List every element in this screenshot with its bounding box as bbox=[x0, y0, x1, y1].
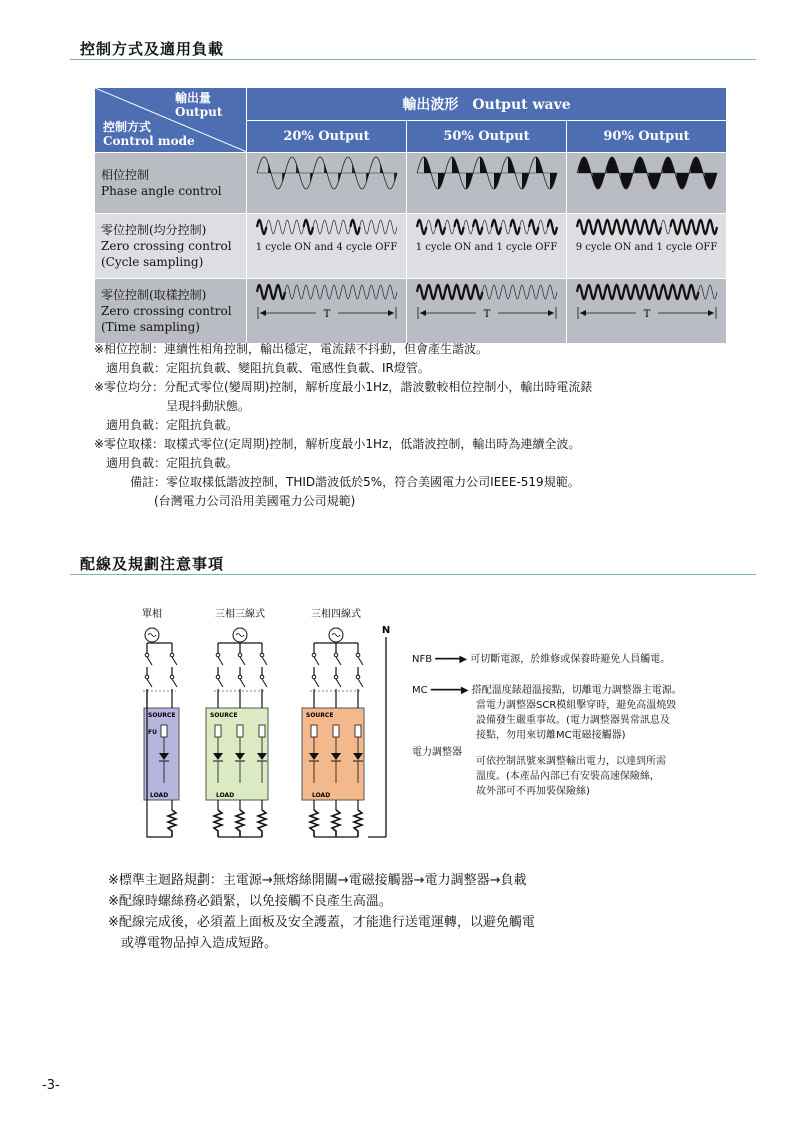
wave-phase-50 bbox=[407, 153, 567, 214]
cycle-wave-90 bbox=[572, 214, 722, 240]
off-cycle bbox=[501, 220, 510, 234]
off-cycle bbox=[445, 220, 454, 234]
note-line: (台灣電力公司沿用美國電力公司規範) bbox=[94, 494, 356, 508]
wave-cycle-90 bbox=[567, 214, 727, 279]
on-cycle bbox=[633, 220, 642, 234]
conduction-area bbox=[366, 173, 369, 182]
on-cycle bbox=[623, 220, 632, 234]
section-title-wiring: 配線及規劃注意事項 bbox=[80, 555, 225, 573]
legend-mc bbox=[412, 683, 682, 743]
nfb-switch bbox=[336, 657, 341, 665]
on-cycle bbox=[266, 285, 275, 299]
mode-label bbox=[103, 120, 195, 148]
off-cycle bbox=[322, 220, 331, 234]
note-line: ※相位控制：連續性相角控制，輸出穩定，電流錶不抖動，但會產生諧波。 bbox=[94, 342, 489, 356]
on-cycle bbox=[275, 285, 284, 299]
conduction-area bbox=[690, 157, 703, 173]
cycle-caption-90: 9 cycle ON and 1 cycle OFF bbox=[575, 242, 718, 253]
conduction-area bbox=[536, 157, 543, 173]
legend-regulator-text: 故外部可不再加裝保險絲) bbox=[476, 786, 590, 797]
note-line: 適用負載：定阻抗負載。 bbox=[94, 418, 239, 432]
row-label-line: Phase angle control bbox=[101, 184, 222, 198]
conduction-area bbox=[452, 157, 459, 173]
off-cycle bbox=[538, 220, 547, 234]
off-cycle bbox=[303, 285, 312, 299]
off-cycle bbox=[341, 220, 350, 234]
wave-phase-90 bbox=[567, 153, 727, 214]
on-cycle bbox=[435, 285, 444, 299]
on-cycle bbox=[670, 285, 679, 299]
row-label-line: 相位控制 bbox=[101, 168, 150, 182]
row-label-line: 零位控制(均分控制) bbox=[101, 223, 207, 237]
label-single-phase: 單相 bbox=[142, 609, 162, 620]
nfb-switch bbox=[358, 657, 363, 665]
on-cycle bbox=[661, 285, 670, 299]
on-cycle bbox=[454, 220, 463, 234]
on-cycle bbox=[642, 285, 651, 299]
off-cycle bbox=[313, 220, 322, 234]
switch-contact bbox=[216, 675, 220, 679]
load-label: LOAD bbox=[312, 792, 331, 799]
off-cycle bbox=[387, 220, 396, 234]
on-cycle bbox=[463, 285, 472, 299]
off-cycle bbox=[285, 285, 294, 299]
conduction-area bbox=[550, 173, 557, 189]
source-label: SOURCE bbox=[306, 712, 334, 719]
arrowhead bbox=[580, 310, 586, 316]
phase-wave-50 bbox=[412, 153, 562, 193]
off-cycle bbox=[369, 285, 378, 299]
conduction-area bbox=[438, 173, 445, 189]
legend-nfb-text: 可切斷電源，於維修或保養時避免人員觸電。 bbox=[470, 654, 671, 665]
on-cycle bbox=[257, 220, 266, 234]
switch-contact bbox=[216, 653, 220, 657]
on-cycle bbox=[417, 285, 426, 299]
off-cycle bbox=[359, 220, 368, 234]
conduction-area bbox=[522, 173, 529, 189]
on-cycle bbox=[689, 285, 698, 299]
wiring-diagram bbox=[120, 605, 390, 845]
legend-mc-text: 設備發生嚴重事故。(電力調整器異常訊息及 bbox=[476, 715, 670, 726]
conduction-area bbox=[648, 173, 661, 189]
source-label: SOURCE bbox=[148, 712, 176, 719]
legend-mc-text: 接點，勿用來切離MC電磁接觸器) bbox=[476, 730, 626, 741]
section-title-control-mode: 控制方式及適用負載 bbox=[80, 40, 225, 58]
conduction-area bbox=[324, 164, 327, 173]
rule-line: ※標準主迴路規劃：主電源→無熔絲開關→電磁接觸器→電力調整器→負載 bbox=[108, 873, 527, 888]
load-resistor-icon bbox=[310, 810, 318, 837]
on-cycle bbox=[303, 220, 312, 234]
legend-regulator-key: 電力調整器 bbox=[412, 747, 462, 758]
on-cycle bbox=[435, 220, 444, 234]
on-cycle bbox=[707, 220, 716, 234]
control-mode-table bbox=[94, 87, 727, 344]
off-cycle bbox=[707, 285, 716, 299]
switch-contact bbox=[238, 675, 242, 679]
column-header-50: 50% Output bbox=[407, 121, 567, 153]
off-cycle bbox=[698, 285, 707, 299]
off-cycle bbox=[519, 220, 528, 234]
arrowhead bbox=[260, 310, 266, 316]
load-resistor-icon bbox=[168, 810, 176, 837]
note-line: 呈現抖動狀態。 bbox=[94, 399, 251, 413]
conduction-area bbox=[466, 173, 473, 189]
on-cycle bbox=[614, 220, 623, 234]
on-cycle bbox=[642, 220, 651, 234]
switch-contact bbox=[356, 653, 360, 657]
conduction-area bbox=[310, 173, 313, 182]
off-cycle bbox=[501, 285, 510, 299]
off-cycle bbox=[378, 285, 387, 299]
on-cycle bbox=[547, 220, 556, 234]
note-line: ※零位均分：分配式零位(變周期)控制，解析度最小1Hz，諧波數較相位控制小，輸出時電流錶 bbox=[94, 380, 593, 394]
on-cycle bbox=[510, 220, 519, 234]
conduction-area bbox=[592, 173, 605, 189]
on-cycle bbox=[623, 285, 632, 299]
legend-regulator bbox=[412, 745, 666, 799]
on-cycle bbox=[473, 220, 482, 234]
fuse-icon bbox=[161, 725, 167, 737]
conduction-area bbox=[578, 157, 591, 173]
cycle-caption-50: 1 cycle ON and 1 cycle OFF bbox=[415, 242, 558, 253]
off-cycle bbox=[322, 285, 331, 299]
off-cycle bbox=[331, 220, 340, 234]
conduction-area bbox=[424, 157, 431, 173]
on-cycle bbox=[605, 220, 614, 234]
conduction-area bbox=[480, 157, 487, 173]
switch-contact bbox=[145, 653, 149, 657]
off-cycle bbox=[426, 220, 435, 234]
note-line: 適用負載：定阻抗負載、變阻抗負載、電感性負載、IR燈管。 bbox=[94, 361, 430, 375]
label-three-phase-four-wire: 三相四線式 bbox=[311, 609, 361, 620]
conduction-area bbox=[394, 173, 397, 182]
switch-contact bbox=[334, 675, 338, 679]
on-cycle bbox=[670, 220, 679, 234]
on-cycle bbox=[586, 285, 595, 299]
mode-label-en: Control mode bbox=[103, 134, 195, 148]
row-label-line: (Cycle sampling) bbox=[101, 255, 204, 269]
on-cycle bbox=[651, 220, 660, 234]
arrow-right-icon: ━━━━━▶ bbox=[430, 685, 469, 696]
fuse-label: FU bbox=[148, 729, 157, 736]
on-cycle bbox=[614, 285, 623, 299]
mc-contact bbox=[336, 679, 341, 687]
table-corner-header bbox=[95, 88, 247, 153]
off-cycle bbox=[547, 285, 556, 299]
off-cycle bbox=[482, 220, 491, 234]
conduction-area bbox=[282, 173, 285, 182]
phase-wave-20 bbox=[252, 153, 402, 193]
off-cycle bbox=[266, 220, 275, 234]
conduction-area bbox=[508, 157, 515, 173]
conduction-area bbox=[494, 173, 501, 189]
source-label: SOURCE bbox=[210, 712, 238, 719]
conduction-area bbox=[620, 173, 633, 189]
row-label-line: 零位控制(取樣控制) bbox=[101, 288, 207, 302]
off-cycle bbox=[350, 285, 359, 299]
switch-contact bbox=[312, 653, 316, 657]
on-cycle bbox=[679, 220, 688, 234]
off-cycle bbox=[387, 285, 396, 299]
fuse-icon bbox=[355, 725, 361, 737]
label-three-phase-three-wire: 三相三線式 bbox=[215, 609, 265, 620]
arrowhead bbox=[708, 310, 714, 316]
load-resistor-icon bbox=[354, 810, 362, 837]
row-label-cycle bbox=[95, 214, 247, 279]
on-cycle bbox=[529, 220, 538, 234]
cycle-wave-50 bbox=[412, 214, 562, 240]
switch-contact bbox=[170, 653, 174, 657]
off-cycle bbox=[285, 220, 294, 234]
switch-contact bbox=[356, 675, 360, 679]
switch-contact bbox=[145, 675, 149, 679]
load-label: LOAD bbox=[150, 792, 169, 799]
switch-contact bbox=[170, 675, 174, 679]
column-header-20: 20% Output bbox=[247, 121, 407, 153]
legend-nfb-key: NFB bbox=[412, 654, 433, 665]
on-cycle bbox=[679, 285, 688, 299]
on-cycle bbox=[605, 285, 614, 299]
legend-regulator-text: 溫度。(本產品內部已有安裝高速保險絲， bbox=[476, 771, 660, 782]
on-cycle bbox=[491, 220, 500, 234]
rule-line: ※配線時螺絲務必鎖緊，以免接觸不良產生高溫。 bbox=[108, 894, 392, 909]
time-period-arrow-50 bbox=[412, 305, 562, 321]
load-resistor-icon bbox=[332, 810, 340, 837]
on-cycle bbox=[350, 220, 359, 234]
conduction-area bbox=[634, 157, 647, 173]
nfb-switch bbox=[172, 657, 177, 665]
neutral-label: N bbox=[381, 625, 390, 636]
on-cycle bbox=[257, 285, 266, 299]
off-cycle bbox=[378, 220, 387, 234]
switch-contact bbox=[260, 653, 264, 657]
time-period-label: T bbox=[483, 309, 490, 320]
conduction-area bbox=[296, 164, 299, 173]
on-cycle bbox=[577, 285, 586, 299]
cycle-wave-20 bbox=[252, 214, 402, 240]
on-cycle bbox=[633, 285, 642, 299]
off-cycle bbox=[491, 285, 500, 299]
conduction-area bbox=[352, 164, 355, 173]
time-wave-20 bbox=[252, 279, 402, 305]
output-label-zh: 輸出量 bbox=[175, 91, 212, 105]
column-header-90: 90% Output bbox=[567, 121, 727, 153]
mc-contact bbox=[240, 679, 245, 687]
fuse-icon bbox=[259, 725, 265, 737]
on-cycle bbox=[473, 285, 482, 299]
load-resistor-icon bbox=[236, 810, 244, 837]
arrow-right-icon: ━━━━▶ bbox=[435, 654, 468, 665]
on-cycle bbox=[586, 220, 595, 234]
page-number: -3- bbox=[42, 1078, 60, 1093]
on-cycle bbox=[595, 220, 604, 234]
mc-contact bbox=[358, 679, 363, 687]
conduction-area bbox=[338, 173, 341, 182]
off-cycle bbox=[275, 220, 284, 234]
off-cycle bbox=[482, 285, 491, 299]
legend-regulator-text: 可依控制訊號來調整輸出電力，以達到所需 bbox=[476, 756, 666, 767]
row-label-line: Zero crossing control bbox=[101, 239, 232, 253]
legend-mc-key: MC bbox=[412, 685, 428, 696]
conduction-area bbox=[380, 164, 383, 173]
off-cycle bbox=[510, 285, 519, 299]
on-cycle bbox=[689, 220, 698, 234]
row-label-line: (Time sampling) bbox=[101, 320, 200, 334]
control-notes bbox=[94, 340, 592, 511]
mode-label-zh: 控制方式 bbox=[103, 120, 152, 134]
legend-nfb bbox=[412, 652, 670, 667]
note-line: 備註：零位取樣低諧波控制，THID諧波低於5%，符合美國電力公司IEEE-519規範。 bbox=[94, 475, 580, 489]
time-period-label: T bbox=[643, 309, 650, 320]
off-cycle bbox=[294, 220, 303, 234]
wave-header: 輸出波形 Output wave bbox=[247, 88, 727, 121]
conduction-area bbox=[676, 173, 689, 189]
load-resistor-icon bbox=[214, 810, 222, 837]
off-cycle bbox=[313, 285, 322, 299]
on-cycle bbox=[426, 285, 435, 299]
wave-cycle-50 bbox=[407, 214, 567, 279]
fuse-icon bbox=[311, 725, 317, 737]
mc-contact bbox=[147, 679, 152, 687]
row-label-phase bbox=[95, 153, 247, 214]
rule-line: 或導電物品掉入造成短路。 bbox=[108, 936, 278, 951]
fuse-icon bbox=[333, 725, 339, 737]
off-cycle bbox=[359, 285, 368, 299]
cycle-caption-20: 1 cycle ON and 4 cycle OFF bbox=[255, 242, 398, 253]
arrowhead bbox=[548, 310, 554, 316]
switch-contact bbox=[334, 653, 338, 657]
wiring-rules bbox=[108, 870, 535, 954]
off-cycle bbox=[661, 220, 670, 234]
legend-mc-text: 當電力調整器SCR模組擊穿時，避免高溫燒毀 bbox=[476, 700, 677, 711]
row-label-line: Zero crossing control bbox=[101, 304, 232, 318]
wave-time-50 bbox=[407, 279, 567, 344]
on-cycle bbox=[417, 220, 426, 234]
off-cycle bbox=[538, 285, 547, 299]
arrowhead bbox=[420, 310, 426, 316]
on-cycle bbox=[445, 285, 454, 299]
wave-phase-20 bbox=[247, 153, 407, 214]
load-resistor-icon bbox=[258, 810, 266, 837]
mc-contact bbox=[172, 679, 177, 687]
wave-time-20 bbox=[247, 279, 407, 344]
time-period-arrow-90 bbox=[572, 305, 722, 321]
mc-contact bbox=[314, 679, 319, 687]
switch-contact bbox=[238, 653, 242, 657]
conduction-area bbox=[268, 164, 271, 173]
time-period-label: T bbox=[323, 309, 330, 320]
nfb-switch bbox=[147, 657, 152, 665]
wave-cycle-20 bbox=[247, 214, 407, 279]
legend-mc-text: 搭配溫度錶超溫接點，切離電力調整器主電源。 bbox=[471, 685, 682, 696]
conduction-area bbox=[606, 157, 619, 173]
time-period-arrow-20 bbox=[252, 305, 402, 321]
nfb-switch bbox=[240, 657, 245, 665]
nfb-switch bbox=[314, 657, 319, 665]
switch-contact bbox=[260, 675, 264, 679]
time-wave-50 bbox=[412, 279, 562, 305]
on-cycle bbox=[651, 285, 660, 299]
on-cycle bbox=[577, 220, 586, 234]
note-line: 適用負載：定阻抗負載。 bbox=[94, 456, 239, 470]
on-cycle bbox=[698, 220, 707, 234]
fuse-icon bbox=[215, 725, 221, 737]
on-cycle bbox=[454, 285, 463, 299]
mc-contact bbox=[262, 679, 267, 687]
conduction-area bbox=[662, 157, 675, 173]
off-cycle bbox=[331, 285, 340, 299]
off-cycle bbox=[463, 220, 472, 234]
section-rule bbox=[70, 574, 756, 575]
nfb-switch bbox=[262, 657, 267, 665]
arrowhead bbox=[388, 310, 394, 316]
row-label-time bbox=[95, 279, 247, 344]
off-cycle bbox=[529, 285, 538, 299]
phase-wave-90 bbox=[572, 153, 722, 193]
on-cycle bbox=[595, 285, 604, 299]
output-label-en: Output bbox=[175, 105, 223, 119]
mc-contact bbox=[218, 679, 223, 687]
rule-line: ※配線完成後，必須蓋上面板及安全護蓋，才能進行送電運轉，以避免觸電 bbox=[108, 915, 535, 930]
switch-contact bbox=[312, 675, 316, 679]
output-label bbox=[175, 91, 222, 119]
off-cycle bbox=[519, 285, 528, 299]
section-rule bbox=[70, 59, 756, 60]
conduction-area bbox=[704, 173, 717, 189]
time-wave-90 bbox=[572, 279, 722, 305]
load-label: LOAD bbox=[216, 792, 235, 799]
off-cycle bbox=[369, 220, 378, 234]
off-cycle bbox=[341, 285, 350, 299]
fuse-icon bbox=[237, 725, 243, 737]
note-line: ※零位取樣：取樣式零位(定周期)控制，解析度最小1Hz，低諧波控制，輸出時為連續全波。 bbox=[94, 437, 581, 451]
wave-time-90 bbox=[567, 279, 727, 344]
nfb-switch bbox=[218, 657, 223, 665]
off-cycle bbox=[294, 285, 303, 299]
